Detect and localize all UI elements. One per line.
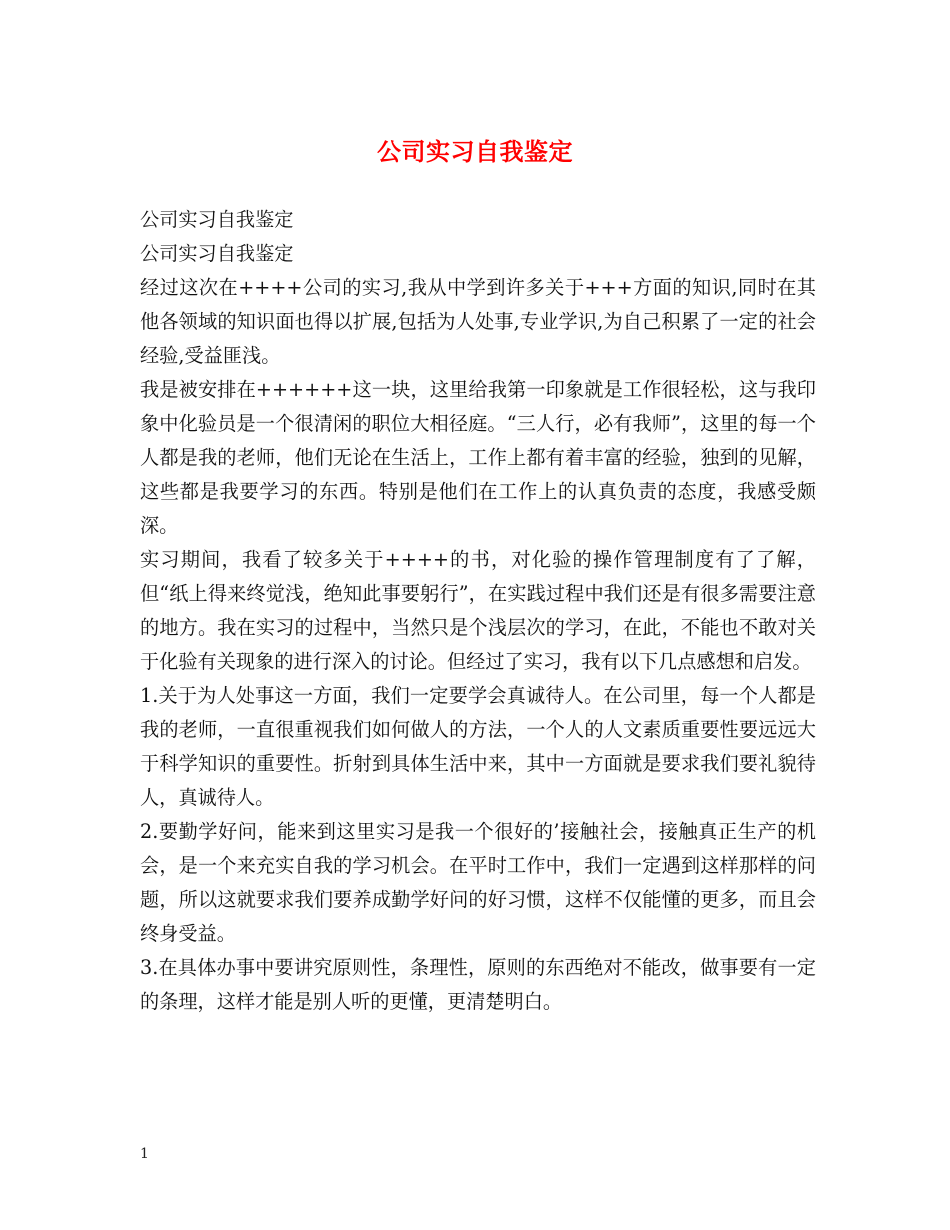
paragraph-subtitle-2: 公司实习自我鉴定 — [140, 242, 294, 265]
paragraph-subtitle-1: 公司实习自我鉴定 — [140, 208, 294, 231]
paragraph-point-1: 1.关于为人处事这一方面，我们一定要学会真诚待人。在公司里，每一个人都是我的老师，一直很重视我们如何做人的方法，一个人的人文素质重要性要远远大于科学知识的重要性。折射到具体生活中来，其中一方面就是要求我们要礼貌待人，真诚待人。 — [140, 684, 816, 809]
document-title: 公司实习自我鉴定 — [377, 137, 573, 166]
paragraph-intro: 经过这次在++++公司的实习,我从中学到许多关于+++方面的知识,同时在其他各领域的知识面也得以扩展,包括为人处事,专业学识,为自己积累了一定的社会经验,受益匪浅。 — [140, 276, 816, 367]
paragraph-study: 实习期间，我看了较多关于++++的书，对化验的操作管理制度有了了解，但“纸上得来终觉浅，绝知此事要躬行”，在实践过程中我们还是有很多需要注意的地方。我在实习的过程中，当然只是个浅层次的学习，在此，不能也不敢对关于化验有关现象的进行深入的讨论。但经过了实习，我有以下几点感想和启发。 — [140, 548, 816, 673]
page-number: 1 — [140, 1146, 149, 1162]
paragraph-point-3: 3.在具体办事中要讲究原则性，条理性，原则的东西绝对不能改，做事要有一定的条理，这样才能是别人听的更懂，更清楚明白。 — [140, 956, 816, 1013]
paragraph-assignment: 我是被安排在++++++这一块，这里给我第一印象就是工作很轻松，这与我印象中化验员是一个很清闲的职位大相径庭。“三人行，必有我师”，这里的每一个人都是我的老师，他们无论在生活上，工作上都有着丰富的经验，独到的见解，这些都是我要学习的东西。特别是他们在工作上的认真负责的态度，我感受颇深。 — [140, 378, 816, 537]
document-body — [140, 203, 816, 1019]
paragraph-point-2: 2.要勤学好问，能来到这里实习是我一个很好的’接触社会，接触真正生产的机会，是一个来充实自我的学习机会。在平时工作中，我们一定遇到这样那样的问题，所以这就要求我们要养成勤学好问的好习惯，这样不仅能懂的更多，而且会终身受益。 — [140, 820, 816, 945]
